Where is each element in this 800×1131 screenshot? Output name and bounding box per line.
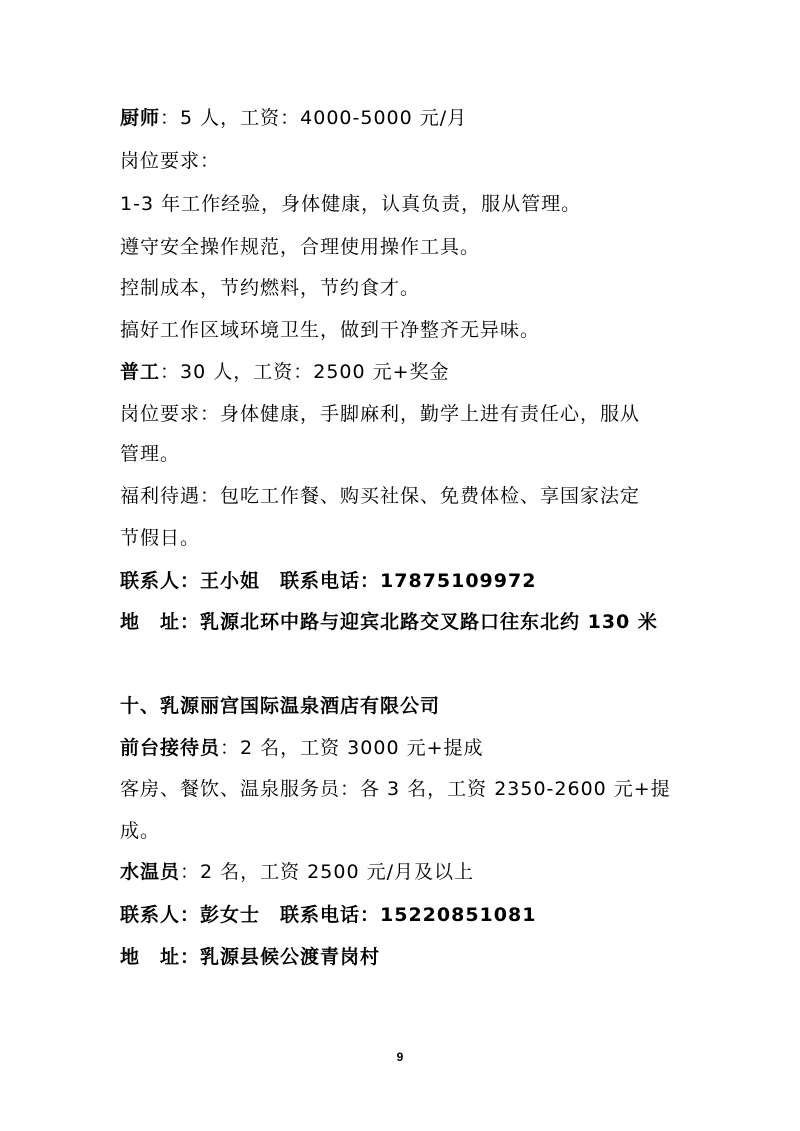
benefits-line-2: 节假日。 bbox=[120, 527, 201, 549]
benefits-line-1: 福利待遇：包吃工作餐、购买社保、免费体检、享国家法定 bbox=[120, 485, 641, 507]
reception-title: 前台接待员 bbox=[120, 737, 221, 759]
contact-1: 联系人：王小姐 联系电话：17875109972 bbox=[120, 570, 537, 592]
worker-line bbox=[120, 360, 450, 384]
service-staff-line-2: 成。 bbox=[120, 820, 161, 842]
worker-title: 普工 bbox=[120, 361, 161, 383]
contact-2: 联系人：彭女士 联系电话：15220851081 bbox=[120, 904, 537, 926]
worker-details: ：30 人，工资：2500 元+奖金 bbox=[160, 361, 450, 383]
chef-requirement-2: 遵守安全操作规范，合理使用操作工具。 bbox=[120, 236, 481, 258]
chef-requirement-1: 1-3 年工作经验，身体健康，认真负责，服从管理。 bbox=[120, 193, 582, 215]
worker-requirements-line-1: 岗位要求：身体健康，手脚麻利，勤学上进有责任心，服从 bbox=[120, 403, 641, 425]
chef-details: ：5 人，工资：4000-5000 元/月 bbox=[160, 107, 468, 129]
address-1: 地 址：乳源北环中路与迎宾北路交叉路口往东北约 130 米 bbox=[120, 611, 658, 633]
chef-requirement-3: 控制成本，节约燃料，节约食才。 bbox=[120, 277, 421, 299]
chef-title: 厨师 bbox=[120, 107, 161, 129]
address-2: 地 址：乳源县候公渡青岗村 bbox=[120, 946, 381, 968]
worker-requirements-line-2: 管理。 bbox=[120, 443, 181, 465]
reception-details: ：2 名，工资 3000 元+提成 bbox=[220, 737, 484, 759]
page-number: 9 bbox=[396, 1050, 404, 1064]
water-line bbox=[120, 860, 474, 884]
reception-line bbox=[120, 736, 484, 760]
service-staff-line-1: 客房、餐饮、温泉服务员：各 3 名，工资 2350-2600 元+提 bbox=[120, 778, 671, 800]
chef-line bbox=[120, 106, 467, 130]
chef-requirement-4: 搞好工作区域环境卫生，做到干净整齐无异味。 bbox=[120, 319, 541, 341]
chef-requirements-label: 岗位要求： bbox=[120, 150, 221, 172]
water-title: 水温员 bbox=[120, 861, 181, 883]
company-10-heading: 十、乳源丽宫国际温泉酒店有限公司 bbox=[120, 695, 441, 717]
water-details: ：2 名，工资 2500 元/月及以上 bbox=[180, 861, 474, 883]
